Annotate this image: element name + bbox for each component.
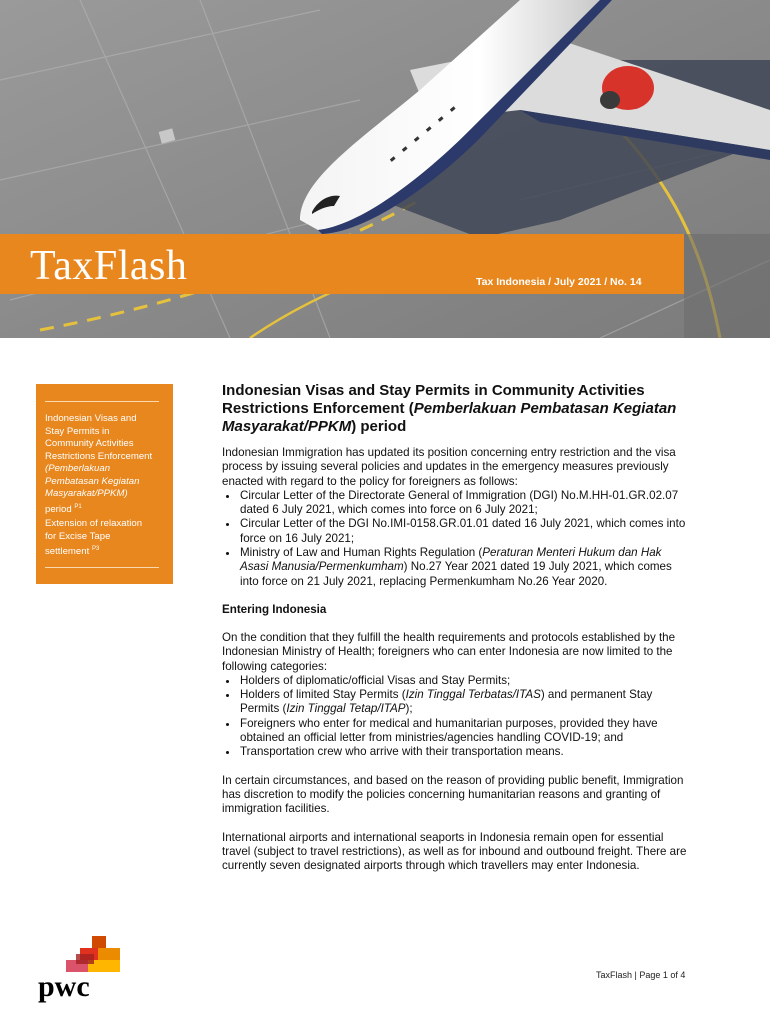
article-title-text: Indonesian Visas and Stay Permits in Community Activities Restrictions Enforcement ( — [222, 382, 645, 417]
pwc-logo-mark — [36, 932, 126, 1004]
toc-page-ref: P3 — [91, 546, 100, 552]
toc-line — [45, 543, 165, 559]
entry-paragraph: On the condition that they fulfill the health requirements and protocols established by the Indonesian Ministry of Health; foreigners who can enter Indonesia are now limited to the following categories: — [222, 630, 676, 673]
toc-line: (Pemberlakuan — [45, 463, 111, 474]
article — [222, 382, 692, 873]
list-item: • Circular Letter of the DGI No.IMI-0158.GR.01.01 dated 16 July 2021, which comes into force on 16 July 2021; — [239, 517, 692, 546]
toc-page-ref: P1 — [74, 503, 82, 510]
list-item — [239, 688, 692, 717]
toc-line: Community Activities — [45, 438, 134, 449]
discretion-paragraph: In certain circumstances, and based on the reason of providing public benefit, Immigration has discretion to modify the policies concerning humanitarian reasons and granting of immigration facilities. — [222, 773, 684, 816]
toc-line: for Excise Tape — [45, 530, 111, 542]
toc-line-text: settlement — [45, 546, 90, 558]
list-item: • Circular Letter of the Directorate General of Immigration (DGI) No.M.HH-01.GR.02.07 dated 6 July 2021, which comes into force on 6 July 2021; — [239, 489, 692, 518]
publication-title: TaxFlash — [30, 243, 188, 289]
toc-line-text: period — [45, 503, 72, 515]
airports-paragraph: International airports and international seaports in Indonesia remain open for essential travel (subject to travel restrictions), as well as for inbound and outbound freight. There are currently seven designated airports through which travellers may enter Indonesia. — [222, 830, 687, 873]
article-title-italic: Pemberlakuan Pembatasan Kegiatan Masyarakat/PPKM — [222, 400, 677, 435]
toc-line: Indonesian Visas and — [45, 413, 137, 424]
toc-line: Restrictions Enforcement — [45, 450, 153, 462]
toc-line: Pembatasan Kegiatan — [45, 475, 140, 487]
sidebar-divider-top — [45, 401, 159, 402]
list-item-italic: Peraturan Menteri Hukum dan Hak Asasi Manusia/Permenkumham — [240, 546, 662, 574]
list-item — [239, 546, 692, 589]
toc-item-visas[interactable] — [45, 413, 165, 516]
pwc-logo — [36, 932, 126, 1009]
article-title — [222, 382, 692, 436]
regulation-list — [222, 489, 692, 589]
list-item-text: ); — [405, 702, 413, 716]
page-indicator: TaxFlash | Page 1 of 4 — [596, 970, 686, 980]
list-item-italic: Izin Tinggal Terbatas/ITAS — [405, 688, 541, 702]
section-heading: Entering Indonesia — [222, 602, 327, 616]
list-item-text: ) and permanent Stay Permits ( — [240, 688, 653, 716]
list-item: • Foreigners who enter for medical and humanitarian purposes, provided they have obtained an official letter from ministries/agencies handling COVID-19; and — [239, 717, 692, 746]
list-item-italic: Izin Tinggal Tetap/ITAP — [286, 702, 406, 716]
toc-line: Extension of relaxation — [45, 518, 143, 529]
list-item-text: Ministry of Law and Human Rights Regulation ( — [240, 546, 483, 560]
list-item-text: Holders of limited Stay Permits ( — [240, 688, 406, 702]
list-item: • Holders of diplomatic/official Visas and Stay Permits; — [239, 674, 692, 688]
eligible-foreigners-list — [222, 674, 692, 760]
list-item-text: ) No.27 Year 2021 dated 19 July 2021, which comes into force on 21 July 2021, replacing Permenkumham No.26 Year 2020. — [240, 560, 672, 588]
intro-paragraph: Indonesian Immigration has updated its position concerning entry restriction and the visa process by issuing several policies and updates in the emergency measures previously enacted with regard to the policy for foreigners as follows: — [222, 446, 676, 488]
pwc-logo-text: pwc — [38, 970, 90, 1003]
sidebar-divider-bottom — [45, 567, 159, 568]
toc-line: Stay Permits in — [45, 425, 110, 437]
toc-line — [45, 501, 165, 517]
list-item: • Transportation crew who arrive with their transportation means. — [239, 745, 692, 759]
article-title-text: ) period — [351, 418, 407, 435]
issue-info: Tax Indonesia / July 2021 / No. 14 — [476, 276, 642, 288]
toc-item-excise[interactable] — [45, 518, 165, 559]
toc-line: Masyarakat/PPKM) — [45, 488, 128, 499]
